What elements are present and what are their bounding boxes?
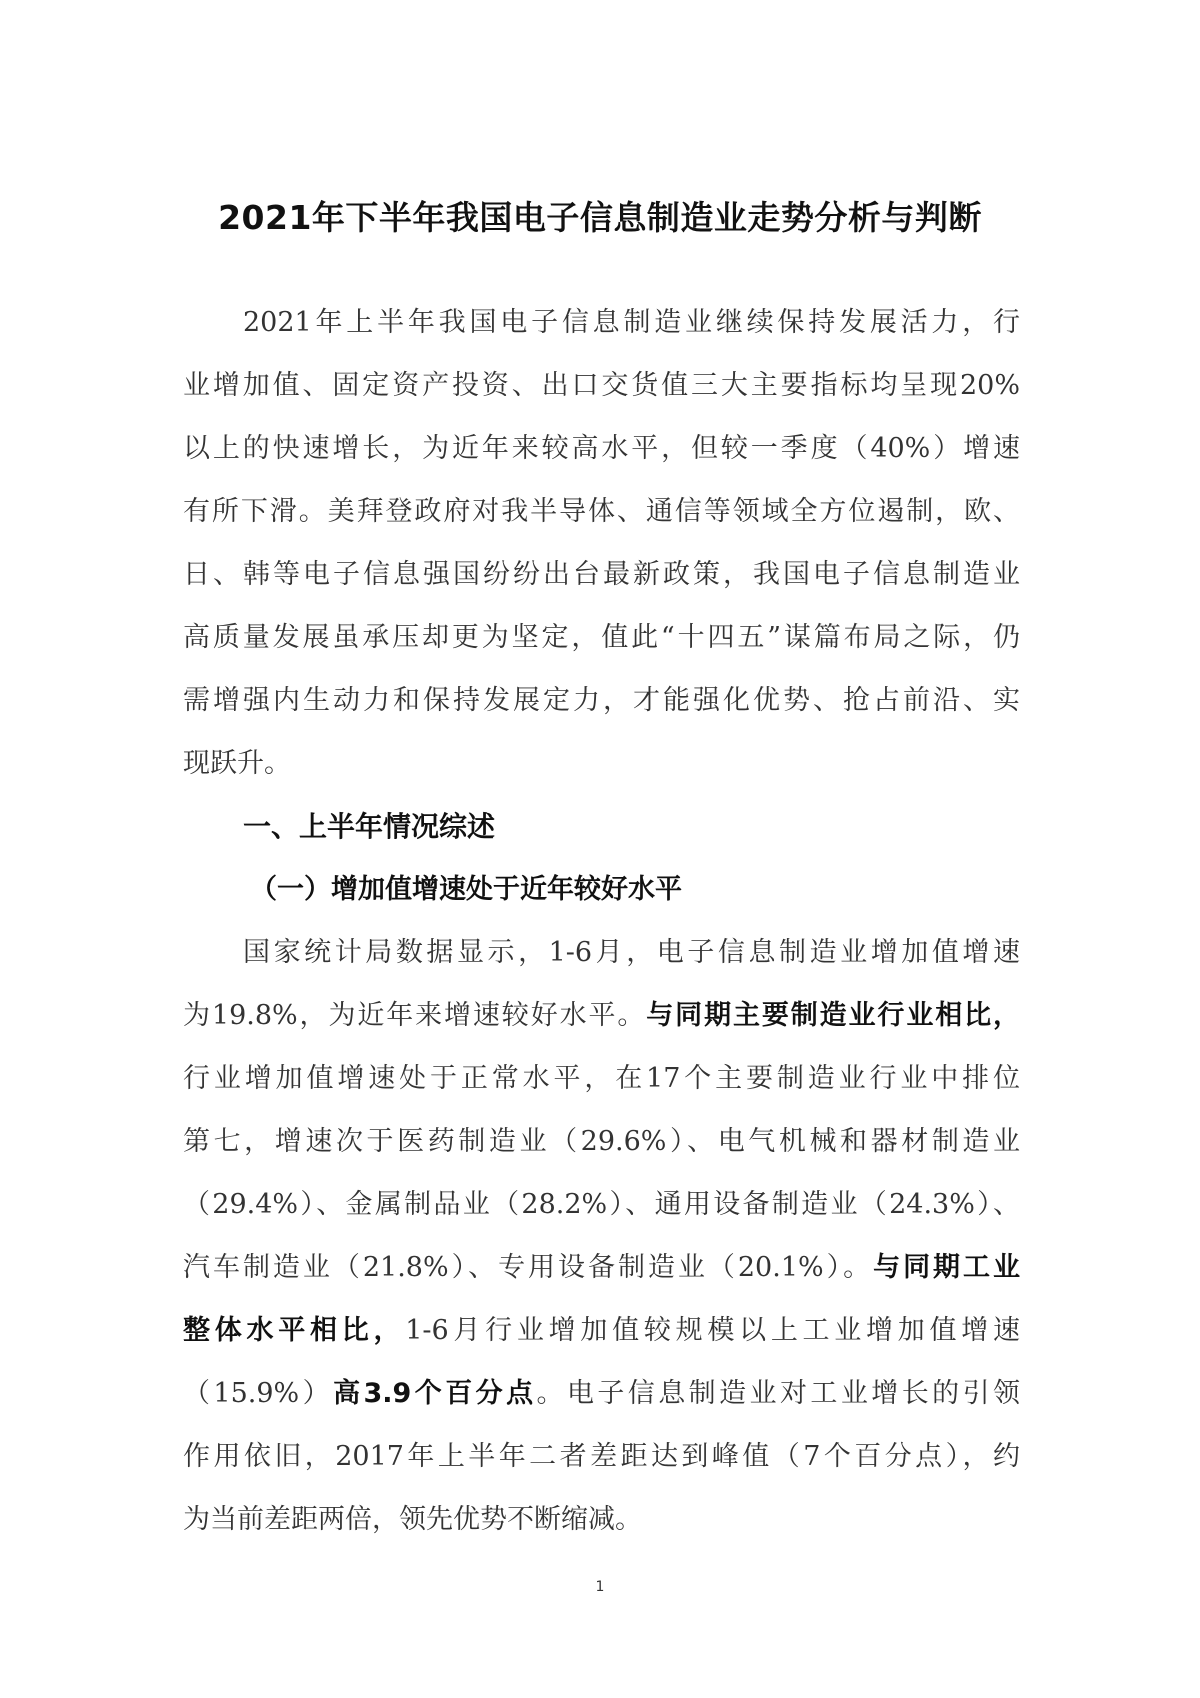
bold-emphasis: 高3.9个百分点 [333,1378,537,1409]
document-title: 2021年下半年我国电子信息制造业走势分析与判断 [218,198,982,237]
body-line-8 [183,1374,1020,1414]
body-line-10: 为当前差距两倍，领先优势不断缩减。 [183,1504,642,1535]
body-line-9: 作用依旧，2017年上半年二者差距达到峰值（7个百分点），约 [183,1441,1020,1472]
body-text: （15.9%） [183,1378,334,1409]
body-text: 汽车制造业（21.8%）、专用设备制造业（20.1%）。 [183,1252,874,1283]
intro-line-1: 2021年上半年我国电子信息制造业继续保持发展活力，行 [243,307,1020,338]
body-text: 为19.8%，为近年来增速较好水平。 [183,1000,647,1031]
intro-line-2: 业增加值、固定资产投资、出口交货值三大主要指标均呈现20% [183,370,1020,401]
body-text: 1-6月行业增加值较规模以上工业增加值增速 [405,1315,1020,1346]
intro-line-4: 有所下滑。美拜登政府对我半导体、通信等领域全方位遏制，欧、 [183,496,1020,527]
section-heading: 一、上半年情况综述 [243,810,496,843]
bold-emphasis: 与同期工业 [873,1252,1021,1283]
subsection-heading: （一）增加值增速处于近年较好水平 [250,874,682,905]
body-line-4: 第七，增速次于医药制造业（29.6%）、电气机械和器材制造业 [183,1126,1020,1157]
body-line-3: 行业增加值增速处于正常水平，在17个主要制造业行业中排位 [183,1063,1020,1094]
intro-line-5: 日、韩等电子信息强国纷纷出台最新政策，我国电子信息制造业 [183,559,1020,590]
body-text: 。电子信息制造业对工业增长的引领 [536,1378,1020,1409]
intro-line-6: 高质量发展虽承压却更为坚定，值此“十四五”谋篇布局之际，仍 [183,622,1020,653]
body-line-7 [183,1311,1020,1351]
bold-emphasis: 与同期主要制造业行业相比， [646,1000,1020,1031]
body-line-2 [183,996,1020,1036]
bold-emphasis: 整体水平相比， [183,1315,406,1346]
body-line-5: （29.4%）、金属制品业（28.2%）、通用设备制造业（24.3%）、 [183,1189,1020,1220]
intro-line-8: 现跃升。 [183,748,291,779]
intro-line-3: 以上的快速增长，为近年来较高水平，但较一季度（40%）增速 [183,433,1020,464]
body-line-1: 国家统计局数据显示，1-6月，电子信息制造业增加值增速 [243,937,1020,968]
body-line-6 [183,1248,1020,1288]
intro-line-7: 需增强内生动力和保持发展定力，才能强化优势、抢占前沿、实 [183,685,1020,716]
page-number: 1 [595,1579,605,1595]
